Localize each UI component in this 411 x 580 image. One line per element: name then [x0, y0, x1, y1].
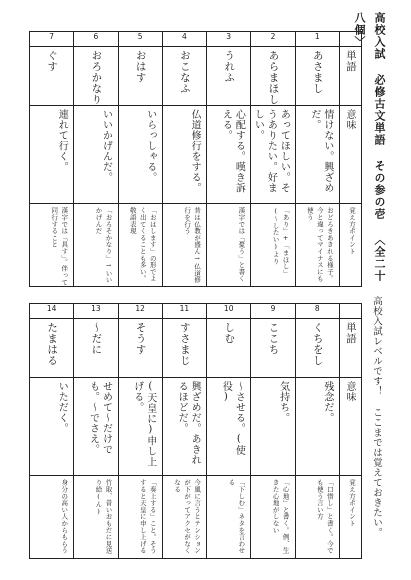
- entry-number: 10: [207, 304, 251, 319]
- meaning-text: 心配する。嘆き訴える。: [220, 109, 245, 193]
- meaning-cell: [118, 106, 162, 204]
- word-cell: [74, 47, 118, 106]
- meaning-cell: [74, 106, 118, 204]
- meaning-header: [339, 378, 361, 476]
- tip-header-label: 覚え方ポイント: [348, 479, 356, 527]
- meaning-cell: [118, 378, 162, 476]
- meaning-cell: [295, 106, 339, 204]
- tip-cell: [74, 476, 118, 559]
- meaning-cell: [162, 378, 206, 476]
- word-cell: [251, 47, 295, 106]
- meaning-text: 〜させる。(使役): [220, 381, 245, 456]
- word-cell: [207, 319, 251, 378]
- word-cell: [295, 319, 339, 378]
- entry-number: 3: [207, 32, 251, 47]
- meaning-text: (天皇に)申し上げる。: [131, 381, 156, 467]
- entry-number: 4: [162, 32, 206, 47]
- tip-cell: [30, 204, 74, 287]
- page-note: 高校入試レベルです！ ここまでは覚えておきたい。: [371, 296, 382, 538]
- meaning-cell: [207, 106, 251, 204]
- meaning-text: 仏道修行をする。: [189, 109, 201, 193]
- meaning-header-label: 意味: [344, 381, 355, 402]
- word-text: しむ: [223, 322, 236, 344]
- meaning-text: 興ざめだ。あきれるほどだ。: [176, 381, 201, 465]
- word-text: おろかなり: [90, 50, 103, 105]
- vocab-table-2: [29, 303, 362, 559]
- word-cell: [207, 47, 251, 106]
- tip-cell: [251, 204, 295, 287]
- meaning-text: いただく。: [56, 381, 68, 434]
- tip-text: 「おはします」の形でよく出てくることも多い。敬語表現: [128, 207, 157, 282]
- meaning-text: せめて〜だけでも。〜でさえ。: [87, 381, 112, 455]
- word-cell: [118, 47, 162, 106]
- entry-number: 11: [162, 304, 206, 319]
- meaning-cell: [251, 106, 295, 204]
- word-cell: [162, 47, 206, 106]
- tip-cell: [162, 204, 206, 287]
- entry-number: 1: [295, 32, 339, 47]
- entry-number: 6: [74, 32, 118, 47]
- word-text: あさまし: [311, 50, 324, 94]
- word-text: おこなふ: [178, 50, 191, 94]
- meaning-cell: [295, 378, 339, 476]
- meaning-cell: [30, 106, 74, 204]
- word-text: ここち: [267, 322, 280, 355]
- tip-cell: [118, 204, 162, 287]
- tip-text: 「口惜し」と書く。今でも使う言い方: [315, 479, 334, 554]
- tip-text: 昔は仏教が盛ん→仏道修行を行う: [183, 207, 202, 284]
- word-header-label: 単語: [344, 322, 357, 344]
- meaning-cell: [251, 378, 295, 476]
- tip-header: [339, 476, 361, 559]
- meaning-text: あってほしい。そうありたい。好ましい。: [252, 109, 290, 193]
- word-header: [339, 319, 361, 378]
- tip-cell: [207, 204, 251, 287]
- tip-cell: [207, 476, 251, 559]
- meaning-cell: [162, 106, 206, 204]
- header-corner: [339, 304, 361, 319]
- meaning-text: 連れて行く。: [56, 109, 68, 172]
- entry-number: 9: [251, 304, 295, 319]
- word-cell: [74, 319, 118, 378]
- entry-number: 2: [251, 32, 295, 47]
- meaning-header: [339, 106, 361, 204]
- tip-text: 漢字では「具す」。伴って同行すること: [50, 207, 69, 286]
- tip-text: 「おろそかなり」→いいかげんだ: [94, 207, 113, 284]
- tip-text: 「奏上する」こと。そうすると天皇に申し上げる: [138, 479, 157, 554]
- entry-number: 12: [118, 304, 162, 319]
- meaning-cell: [74, 378, 118, 476]
- word-text: すさまじ: [178, 322, 191, 366]
- tip-text: 「下しむ」ネタを言わせる: [227, 479, 246, 554]
- tip-cell: [295, 204, 339, 287]
- tip-text: 竹取、昔いおもだに見送り給(ん): [94, 479, 113, 554]
- meaning-text: 気持ち。: [277, 381, 289, 423]
- word-text: うれふ: [223, 50, 236, 83]
- meaning-cell: [30, 378, 74, 476]
- word-cell: [251, 319, 295, 378]
- entry-number: 8: [295, 304, 339, 319]
- word-header: [339, 47, 361, 106]
- meaning-header-label: 意味: [344, 109, 355, 130]
- word-text: ぐす: [46, 50, 59, 72]
- word-cell: [118, 319, 162, 378]
- tip-text: 「あり」+「まほし」(〜したい)より: [271, 207, 290, 277]
- word-row: [30, 319, 362, 378]
- word-text: おはす: [134, 50, 147, 83]
- tip-cell: [30, 476, 74, 559]
- tip-text: 漢字では「憂う」と書く: [237, 207, 246, 282]
- tip-row: [30, 204, 362, 287]
- meaning-text: 残念だ。: [321, 381, 333, 423]
- tip-cell: [295, 476, 339, 559]
- tip-cell: [118, 476, 162, 559]
- vocab-table-1: [29, 31, 362, 287]
- header-corner: [339, 32, 361, 47]
- word-text: たまはる: [46, 322, 59, 366]
- word-cell: [295, 47, 339, 106]
- tip-cell: [74, 204, 118, 287]
- word-cell: [30, 47, 74, 106]
- number-row: [30, 32, 362, 47]
- entry-number: 13: [74, 304, 118, 319]
- entry-number: 7: [30, 32, 74, 47]
- word-header-label: 単語: [344, 50, 357, 72]
- entry-number: 5: [118, 32, 162, 47]
- entry-number: 14: [30, 304, 74, 319]
- page-title: 高校入試 必修古文単語 その参の壱 〈全二十八個〉: [353, 12, 386, 282]
- meaning-row: [30, 378, 362, 476]
- tip-text: 「心地」と書く。例、生きた心地がしない: [271, 479, 290, 554]
- tip-cell: [162, 476, 206, 559]
- meaning-row: [30, 106, 362, 204]
- meaning-text: いらっしゃる。: [144, 109, 156, 183]
- tip-header: [339, 204, 361, 287]
- tip-text: おどろきあきれる様子。今と違ってマイナスにも使う: [305, 207, 334, 282]
- tip-text: 身分の高い人からもらう: [60, 479, 69, 554]
- word-text: あらまほし: [267, 50, 280, 105]
- meaning-text: 情けない。興ざめだ。: [308, 109, 333, 193]
- meaning-text: いいかげんだ。: [100, 109, 112, 183]
- number-row: [30, 304, 362, 319]
- word-text: くちをし: [311, 322, 324, 366]
- word-row: [30, 47, 362, 106]
- tip-text: 今風に言うとテンションが下がってアクセがなくなる: [173, 479, 202, 554]
- word-cell: [30, 319, 74, 378]
- tip-cell: [251, 476, 295, 559]
- word-text: そうす: [134, 322, 147, 355]
- word-cell: [162, 319, 206, 378]
- tip-header-label: 覚え方ポイント: [348, 207, 356, 255]
- tip-row: [30, 476, 362, 559]
- word-text: 〜だに: [90, 322, 103, 355]
- meaning-cell: [207, 378, 251, 476]
